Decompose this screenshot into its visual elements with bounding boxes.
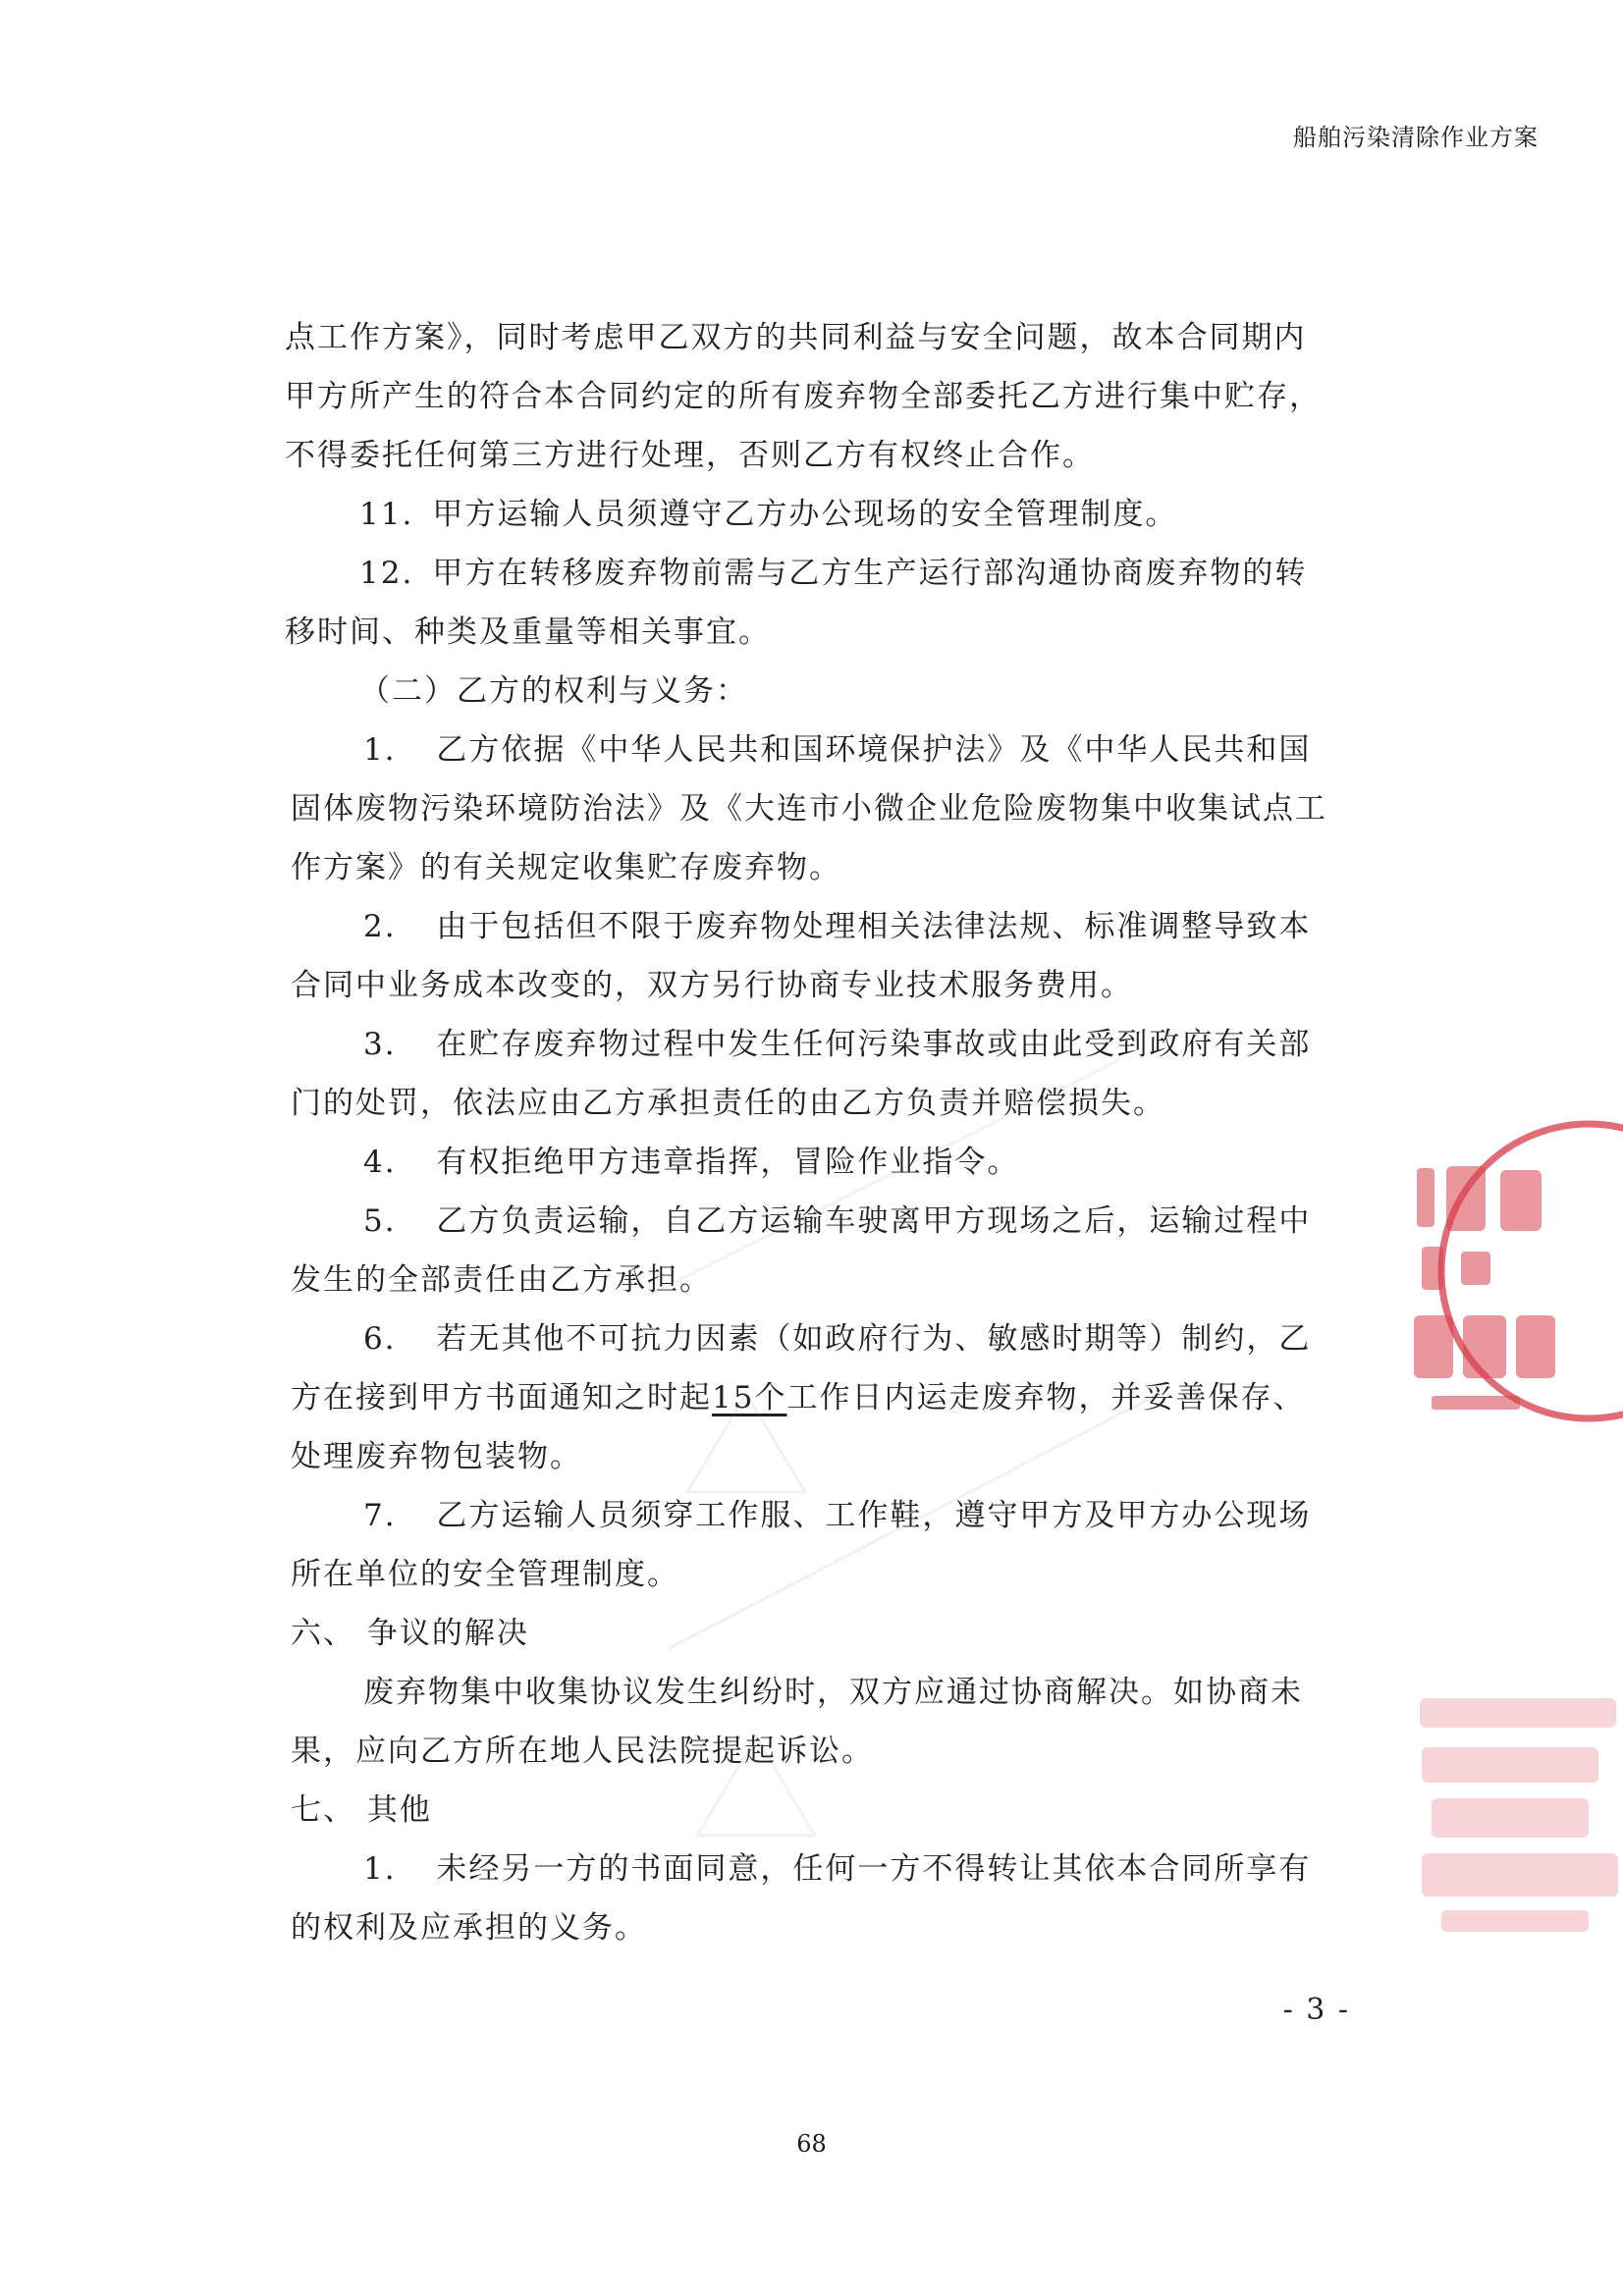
clause-b-6: 6. 若无其他不可抗力因素（如政府行为、敏感时期等）制约，乙 — [363, 1321, 1312, 1357]
body-line: 废弃物集中收集协议发生纠纷时，双方应通过协商解决。如协商未 — [363, 1675, 1303, 1710]
body-line: 方在接到甲方书面通知之时起15个工作日内运走废弃物，并妥善保存、 — [291, 1380, 1306, 1415]
clause-b-5: 5. 乙方负责运输，自乙方运输车驶离甲方现场之后，运输过程中 — [363, 1203, 1312, 1239]
company-seal — [1392, 1109, 1623, 1433]
deadline-days: 15个 — [712, 1380, 787, 1415]
clause-12: 12. 甲方在转移废弃物前需与乙方生产运行部沟通协商废弃物的转 — [359, 556, 1308, 591]
contract-page-number: - 3 - — [1282, 1993, 1350, 2027]
body-line: 点工作方案》，同时考虑甲乙双方的共同利益与安全问题，故本合同期内 — [285, 320, 1307, 355]
body-line: 移时间、种类及重量等相关事宜。 — [285, 614, 771, 650]
body-line: 的权利及应承担的义务。 — [291, 1910, 647, 1946]
body-line: 所在单位的安全管理制度。 — [291, 1557, 679, 1592]
body-line: 作方案》的有关规定收集贮存废弃物。 — [291, 850, 841, 885]
body-line: 处理废弃物包装物。 — [291, 1439, 582, 1474]
body-line: 果，应向乙方所在地人民法院提起诉讼。 — [291, 1734, 874, 1769]
clause-11: 11. 甲方运输人员须遵守乙方办公现场的安全管理制度。 — [359, 497, 1178, 532]
body-line: 固体废物污染环境防治法》及《大连市小微企业危险废物集中收集试点工 — [291, 791, 1327, 827]
section-heading-party-b: （二）乙方的权利与义务： — [359, 673, 748, 709]
section-heading-other: 七、 其他 — [291, 1792, 432, 1828]
clause-b-4: 4. 有权拒绝甲方违章指挥，冒险作业指令。 — [363, 1145, 1020, 1180]
faded-seal — [1402, 1688, 1623, 1944]
clause-b-1: 1. 乙方依据《中华人民共和国环境保护法》及《中华人民共和国 — [363, 732, 1312, 768]
body-line: 甲方所产生的符合本合同约定的所有废弃物全部委托乙方进行集中贮存， — [285, 379, 1322, 414]
clause-b-7: 7. 乙方运输人员须穿工作服、工作鞋，遵守甲方及甲方办公现场 — [363, 1498, 1312, 1533]
body-line: 门的处罚，依法应由乙方承担责任的由乙方负责并赔偿损失。 — [291, 1086, 1165, 1121]
clause-other-1: 1. 未经另一方的书面同意，任何一方不得转让其依本合同所享有 — [363, 1851, 1312, 1887]
body-line: 不得委托任何第三方进行处理，否则乙方有权终止合作。 — [285, 438, 1095, 473]
clause-b-2: 2. 由于包括但不限于废弃物处理相关法律法规、标准调整导致本 — [363, 909, 1312, 944]
body-line: 发生的全部责任由乙方承担。 — [291, 1262, 712, 1298]
body-line: 合同中业务成本改变的，双方另行协商专业技术服务费用。 — [291, 968, 1133, 1003]
clause-b-3: 3. 在贮存废弃物过程中发生任何污染事故或由此受到政府有关部 — [363, 1027, 1312, 1062]
document-page-number: 68 — [796, 2130, 827, 2158]
section-heading-dispute: 六、 争议的解决 — [291, 1616, 529, 1651]
document-header-title: 船舶污染清除作业方案 — [1293, 124, 1539, 151]
